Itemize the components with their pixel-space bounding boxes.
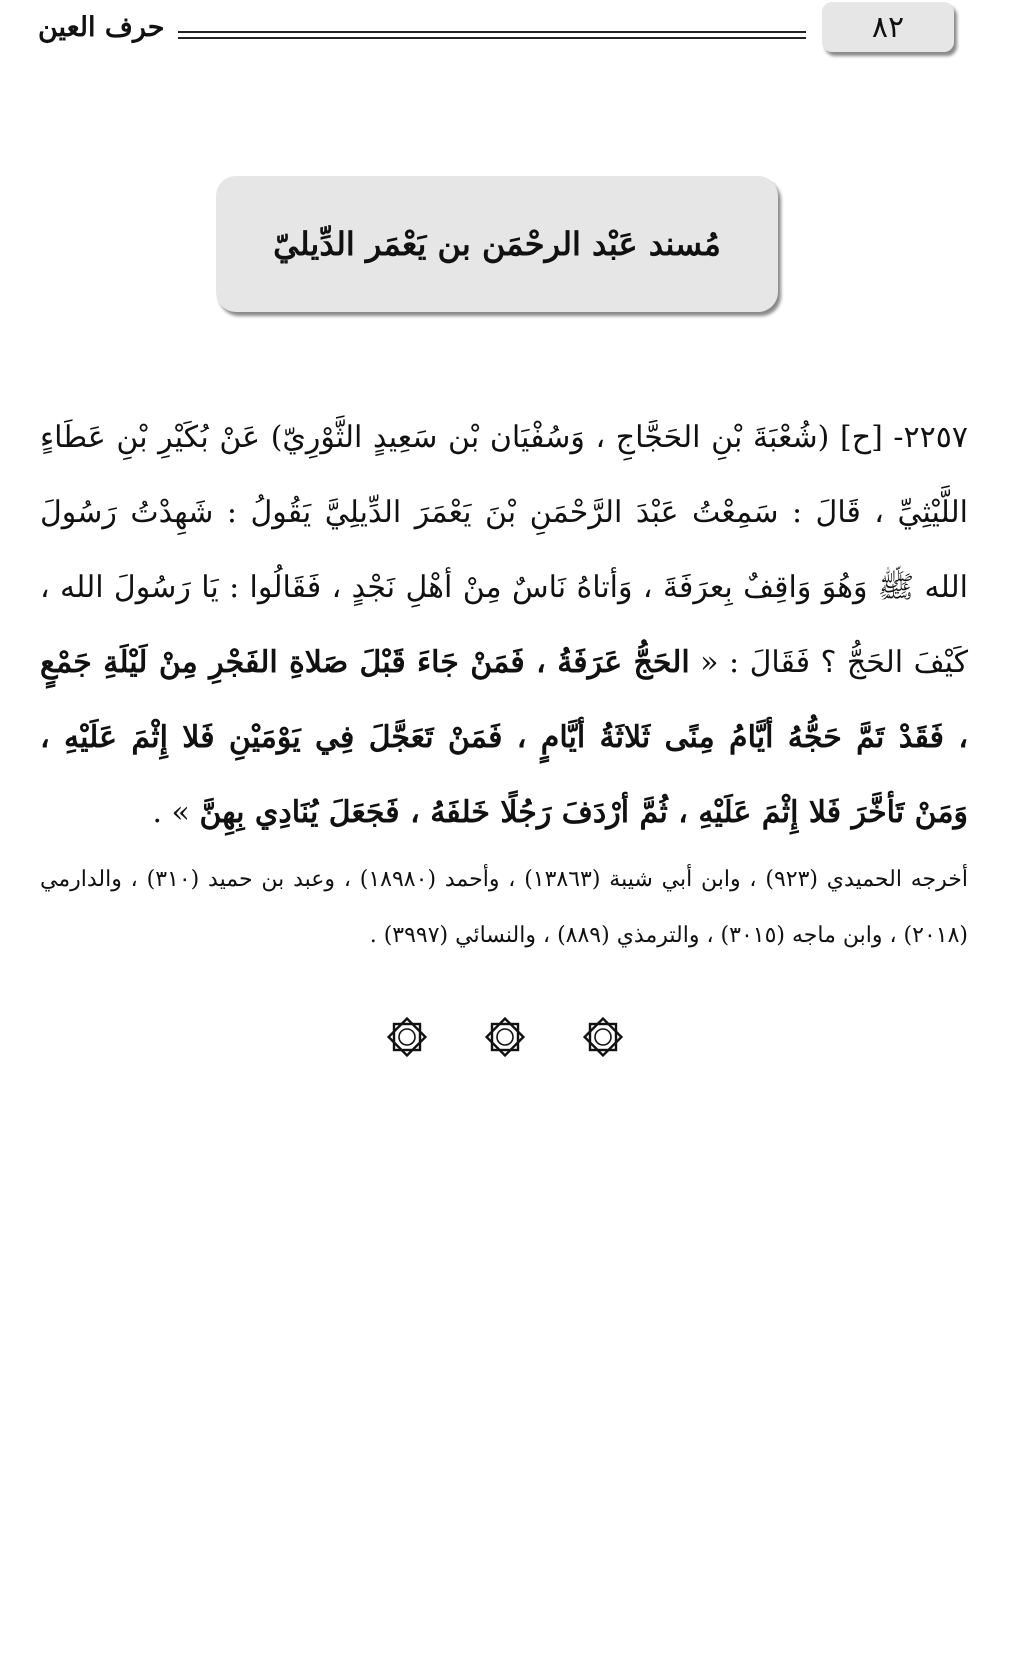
page-number-box <box>822 2 954 52</box>
musnad-title: مُسند عَبْد الرحْمَن بن يَعْمَر الدِّيليّ <box>273 225 721 263</box>
musnad-title-box <box>216 176 778 312</box>
eight-point-star-icon <box>483 1015 527 1059</box>
header-rule <box>178 37 806 39</box>
takhrij-footnote: أخرجه الحميدي (٩٢٣) ، وابن أبي شيبة (١٣٨٦٣) ، وأحمد (١٨٩٨٠) ، وعبد بن حميد (٣١٠) ، والدارمي (٢٠١٨) ، وابن ماجه (٣٠١٥) ، والترمذي (٨٨٩) ، والنسائي (٣٩٩٧) . <box>40 867 969 948</box>
hadith-closing: » . <box>152 795 200 830</box>
hadith-matn: الحَجُّ عَرَفَةُ ، فَمَنْ جَاءَ قَبْلَ صَلاةِ الفَجْرِ مِنْ لَيْلَةِ جَمْعٍ ، فَقَدْ تَمَّ حَجُّهُ أيَّامُ مِنًى ثَلاثَةُ أيَّامٍ ، فَمَنْ تَعَجَّلَ فِي يَوْمَيْنِ فَلا إِثْمَ عَلَيْهِ ، وَمَنْ تَأخَّرَ فَلا إِثْمَ عَلَيْهِ ، ثُمَّ أرْدَفَ رَجُلًا خَلفَهُ ، فَجَعَلَ يُنَادِي بِهِنَّ <box>40 645 968 830</box>
hadith-paragraph <box>40 400 968 850</box>
section-name: حرف العين <box>38 12 165 43</box>
eight-point-star-icon <box>581 1015 625 1059</box>
hadith-isnad: [ح] (شُعْبَةَ بْنِ الحَجَّاجِ ، وَسُفْيَان بْن سَعِيدٍ الثَّوْرِيّ) عَنْ بُكَيْرِ بْنِ عَطَاءٍ اللَّيْثِيِّ ، قَالَ : سَمِعْتُ عَبْدَ الرَّحْمَنِ بْنَ يَعْمَرَ الدِّيلِيَّ يَقُولُ : شَهِدْتُ رَسُولَ الله ﷺ وَهُوَ وَاقِفٌ بِعرَفَةَ ، وَأتاهُ نَاسٌ مِنْ أهْلِ نَجْدٍ ، فَقَالُوا : يَا رَسُولَ الله ، كَيْفَ الحَجُّ ؟ فَقَالَ : « <box>40 420 968 680</box>
eight-point-star-icon <box>385 1015 429 1059</box>
header-rule <box>178 31 806 33</box>
hadith-number: ٢٢٥٧- <box>893 420 968 455</box>
section-end-ornaments <box>385 1012 625 1062</box>
page-number: ٨٢ <box>871 9 905 45</box>
page-header <box>0 0 1010 70</box>
